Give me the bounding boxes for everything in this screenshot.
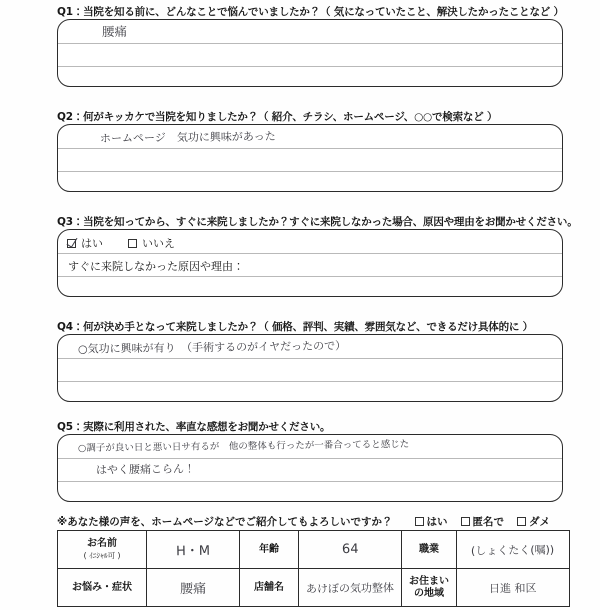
answer-box-q5[interactable] [57, 434, 563, 502]
area-value-cell[interactable] [457, 569, 570, 607]
question-block-q5 [0, 420, 600, 502]
q3-reason-label: すぐに来院しなかった原因や理由： [68, 260, 244, 273]
rule-line [58, 481, 562, 482]
table-row [58, 531, 570, 569]
permission-option-yes[interactable] [415, 514, 448, 529]
handwritten-answer-q2: ホームページ 気功に興味があった [99, 129, 276, 146]
rule-line [58, 66, 562, 67]
name-sublabel: ( ｲﾆｼｬﾙ可 ) [83, 550, 121, 560]
question-block-q4 [0, 320, 600, 402]
permission-option-anonymous[interactable] [461, 514, 505, 529]
answer-box-q3[interactable] [57, 229, 563, 297]
rule-line [58, 171, 562, 172]
question-label-q3: Q3：当院を知ってから、すぐに来院しましたか？すぐに来院しなかった場合、原因や理由をお聞かせください。 [57, 216, 578, 228]
area-label-line2: の地域 [414, 587, 444, 599]
age-value: 64 [341, 541, 359, 558]
publication-permission-options [415, 514, 551, 529]
store-label-cell [240, 569, 299, 607]
handwritten-answer-q1: 腰痛 [101, 23, 128, 40]
area-value: 日進 和区 [489, 581, 537, 595]
area-label: お住まい [409, 575, 449, 587]
job-value-cell[interactable] [457, 531, 570, 569]
name-value: H・M [175, 543, 211, 560]
rule-line [58, 148, 562, 149]
publication-permission-row [57, 514, 563, 529]
q3-choice-no-label: いいえ [142, 237, 175, 250]
rule-line [58, 253, 562, 254]
rule-line [58, 458, 562, 459]
rule-line [58, 276, 562, 277]
permission-option-no[interactable] [517, 514, 550, 529]
handwritten-answer-q5-line1: ○調子が良い日と悪い日サ有るが 他の整体も行ったが一番合ってると感じた [77, 438, 410, 455]
rule-line [58, 43, 562, 44]
area-label-cell [402, 569, 457, 607]
rule-line [58, 381, 562, 382]
question-block-q1 [0, 5, 600, 87]
store-value-cell[interactable] [299, 569, 402, 607]
store-label: 店舗名 [254, 581, 284, 593]
job-label-cell [402, 531, 457, 569]
question-block-q2 [0, 110, 600, 192]
handwritten-answer-q4: ○気功に興味が有り （手術するのがイヤだったので） [77, 339, 347, 356]
store-value: あけぼの気功整体 [305, 580, 395, 596]
symptom-label: お悩み・症状 [72, 581, 132, 593]
answer-box-q1[interactable] [57, 19, 563, 87]
age-label: 年齢 [259, 543, 279, 555]
q3-choice-no[interactable] [128, 235, 175, 251]
question-label-q2: Q2：何がキッカケで当院を知りましたか？（ 紹介、チラシ、ホームページ、○○で検索など ） [57, 111, 498, 123]
permission-option-no-label: ダメ [529, 516, 550, 528]
permission-option-yes-label: はい [426, 516, 448, 528]
age-label-cell [240, 531, 299, 569]
respondent-info-table [57, 530, 570, 607]
checkbox-checked-icon[interactable] [67, 239, 76, 248]
handwritten-answer-q5-line2: はやく腰痛こらん！ [95, 462, 196, 477]
q3-choice-row [67, 235, 193, 251]
name-label: お名前 [87, 537, 117, 549]
permission-option-anonymous-label: 匿名で [472, 516, 504, 528]
question-label-q1: Q1：当院を知る前に、どんなことで悩んでいましたか？（ 気になっていたこと、解決したかったことなど ） [57, 6, 564, 18]
checkbox-icon[interactable] [517, 517, 526, 526]
symptom-label-cell [58, 569, 147, 607]
question-label-q5: Q5：実際に利用された、率直な感想をお聞かせください。 [57, 421, 331, 433]
checkbox-icon[interactable] [128, 239, 137, 248]
job-label: 職業 [419, 543, 439, 555]
q3-choice-yes[interactable] [67, 235, 103, 251]
question-block-q3 [0, 215, 600, 297]
checkbox-icon[interactable] [461, 517, 470, 526]
symptom-value: 腰痛 [179, 581, 207, 598]
name-label-cell [58, 531, 147, 569]
answer-box-q2[interactable] [57, 124, 563, 192]
name-value-cell[interactable] [147, 531, 240, 569]
rule-line [58, 358, 562, 359]
checkbox-icon[interactable] [415, 517, 424, 526]
q3-choice-yes-label: はい [81, 237, 103, 250]
symptom-value-cell[interactable] [147, 569, 240, 607]
age-value-cell[interactable] [299, 531, 402, 569]
publication-permission-label: ※あなた様の声を、ホームページなどでご紹介してもよろしいですか？ [57, 516, 393, 528]
job-value: (しょくたく(嘱)) [471, 542, 555, 558]
question-label-q4: Q4：何が決め手となって来院しましたか？（ 価格、評判、実績、雰囲気など、できるだけ具体的に ） [57, 321, 533, 333]
answer-box-q4[interactable] [57, 334, 563, 402]
table-row [58, 569, 570, 607]
